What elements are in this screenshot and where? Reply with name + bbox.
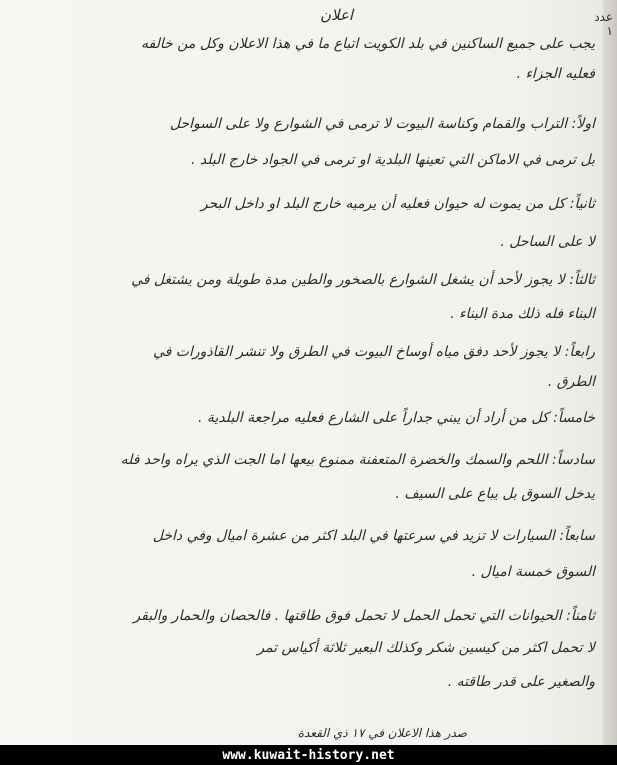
footer-bar	[0, 745, 617, 765]
page-edge	[603, 0, 617, 745]
text-line: ثانياً: كل من يموت له حيوان فعليه أن يرميه خارج البلد او داخل البحر	[200, 196, 595, 212]
text-line: بل ترمى في الاماكن التي تعينها البلدية او ترمى في الجواد خارج البلد .	[191, 152, 595, 168]
document-title: اعلان	[320, 6, 354, 24]
text-line: الطرق .	[547, 374, 595, 390]
text-line: ثالثاً: لا يجوز لأحد أن يشغل الشوارع بالصخور والطين مدة طويلة ومن يشتغل في	[131, 272, 595, 288]
text-line: يدخل السوق بل يباع على السيف .	[395, 486, 595, 502]
footer-url[interactable]: www.kuwait-history.net	[222, 747, 395, 763]
text-line: ثامناً: الحيوانات التي تحمل الحمل لا تحمل فوق طاقتها . فالحصان والحمار والبقر	[133, 608, 595, 624]
margin-note-line: ١	[606, 24, 613, 38]
margin-note	[594, 10, 613, 38]
text-line: والصغير على قدر طاقته .	[447, 674, 595, 690]
text-line: فعليه الجزاء .	[516, 66, 595, 82]
text-line: خامساً: كل من أراد أن يبني جداراً على الشارع فعليه مراجعة البلدية .	[198, 410, 595, 426]
text-line: اولاً: التراب والقمام وكناسة البيوت لا ترمى في الشوارع ولا على السواحل	[169, 116, 595, 132]
signature-line: صدر هذا الاعلان في ١٧ ذي القعدة	[297, 726, 467, 740]
text-line: رابعاً: لا يجوز لأحد دفق مياه أوساخ البيوت في الطرق ولا تنشر القاذورات في	[152, 344, 595, 360]
margin-note-line: عدد	[594, 10, 613, 24]
text-line: البناء فله ذلك مدة البناء .	[450, 306, 595, 322]
text-line: سابعاً: السيارات لا تزيد في سرعتها في البلد اكثر من عشرة اميال وفي داخل	[152, 528, 595, 544]
text-line: سادساً: اللحم والسمك والخضرة المتعفنة ممنوع بيعها اما الجت الذي يراه واحد فله	[120, 452, 595, 468]
text-line: السوق خمسة اميال .	[471, 564, 595, 580]
text-line: لا تحمل اكثر من كيسين شكر وكذلك البعير ثلاثة أكياس تمر	[257, 640, 595, 656]
text-line: يجب على جميع الساكنين في بلد الكويت اتباع ما في هذا الاعلان وكل من خالفه	[141, 36, 595, 52]
text-line: لا على الساحل .	[500, 234, 595, 250]
